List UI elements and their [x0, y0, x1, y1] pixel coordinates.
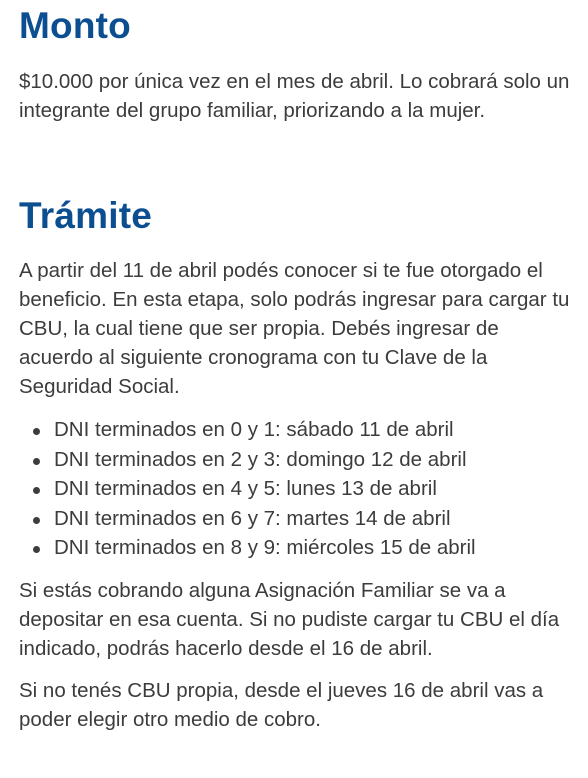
- sin-cbu-note: Si no tenés CBU propia, desde el jueves 16 de abril vas a poder elegir otro medio de cobro.: [19, 678, 544, 731]
- monto-description: $10.000 por única vez en el mes de abril. Lo cobrará solo un integrante del grupo familiar, priorizando a la mujer.: [19, 70, 570, 122]
- dni-schedule-list: [19, 415, 574, 563]
- list-item: DNI terminados en 6 y 7: martes 14 de abril: [54, 504, 574, 534]
- monto-heading: Monto: [19, 5, 131, 46]
- asignacion-familiar-note: Si estás cobrando alguna Asignación Familiar se va a depositar en esa cuenta. Si no pudiste cargar tu CBU el día indicado, podrás hacerlo desde el 16 de abril.: [19, 578, 560, 660]
- list-item: DNI terminados en 0 y 1: sábado 11 de abril: [54, 415, 574, 445]
- tramite-heading: Trámite: [19, 195, 153, 236]
- tramite-intro: A partir del 11 de abril podés conocer si te fue otorgado el beneficio. En esta etapa, solo podrás ingresar para cargar tu CBU, la cual tiene que ser propia. Debés ingresar de acuerdo al siguiente cronograma con tu Clave de la Seguridad Social.: [19, 259, 570, 398]
- list-item: DNI terminados en 2 y 3: domingo 12 de abril: [54, 445, 574, 475]
- list-item: DNI terminados en 4 y 5: lunes 13 de abril: [54, 474, 574, 504]
- list-item: DNI terminados en 8 y 9: miércoles 15 de abril: [54, 533, 574, 563]
